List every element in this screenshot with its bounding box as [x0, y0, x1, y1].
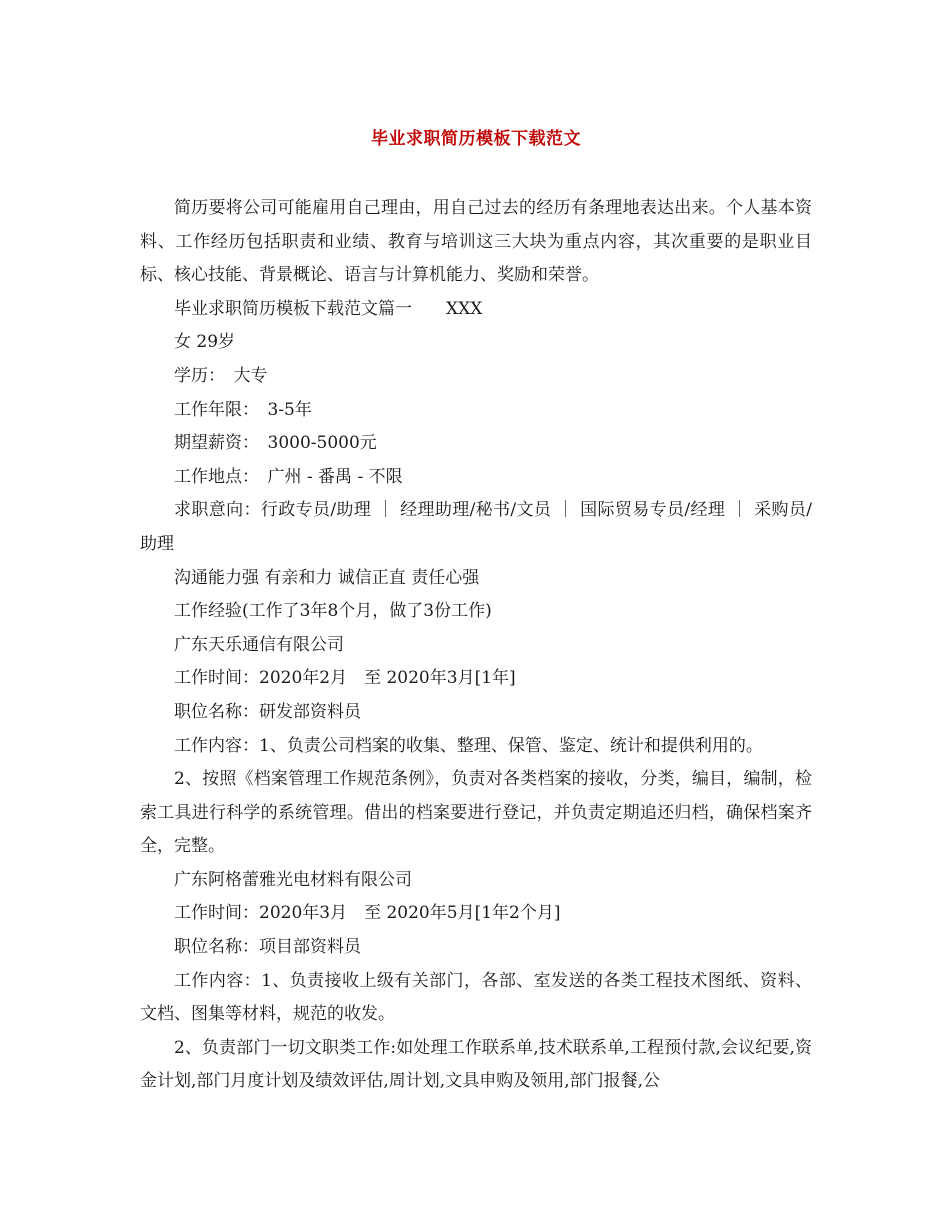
paragraph: 2、负责部门一切文职类工作:如处理工作联系单,技术联系单,工程预付款,会议纪要,资金计划,部门月度计划及绩效评估,周计划,文具申购及领用,部门报餐,公: [140, 1037, 812, 1092]
paragraph: 职位名称：研发部资料员: [174, 701, 361, 722]
paragraph: 广东阿格蕾雅光电材料有限公司: [174, 869, 412, 890]
document-body: [140, 192, 812, 1099]
paragraph: 工作地点： 广州 - 番禺 - 不限: [174, 466, 403, 487]
paragraph: 学历： 大专: [174, 365, 268, 386]
paragraph: 毕业求职简历模板下载范文篇一 XXX: [174, 298, 483, 319]
paragraph: 期望薪资： 3000-5000元: [174, 433, 377, 454]
paragraph: 工作时间：2020年3月 至 2020年5月[1年2个月]: [174, 903, 561, 924]
paragraph: 工作年限： 3-5年: [174, 399, 312, 420]
paragraph: 工作内容：1、负责公司档案的收集、整理、保管、鉴定、统计和提供利用的。: [174, 735, 763, 756]
paragraph: 职位名称：项目部资料员: [174, 937, 361, 958]
paragraph: 工作经验(工作了3年8个月，做了3份工作): [174, 601, 492, 622]
paragraph: 工作时间：2020年2月 至 2020年3月[1年]: [174, 668, 516, 689]
paragraph: 求职意向：行政专员/助理 ｜ 经理助理/秘书/文员 ｜ 国际贸易专员/经理 ｜ 采购员/助理: [140, 500, 812, 554]
paragraph: 工作内容：1、负责接收上级有关部门，各部、室发送的各类工程技术图纸、资料、文档、图集等材料，规范的收发。: [140, 970, 812, 1025]
paragraph: 广东天乐通信有限公司: [174, 634, 344, 655]
document-page: [140, 0, 812, 1230]
paragraph: 简历要将公司可能雇用自己理由，用自己过去的经历有条理地表达出来。个人基本资料、工作经历包括职责和业绩、教育与培训这三大块为重点内容，其次重要的是职业目标、核心技能、背景概论、语言与计算机能力、奖励和荣誉。: [140, 198, 812, 286]
paragraph: 沟通能力强 有亲和力 诚信正直 责任心强: [174, 567, 480, 588]
document-title: 毕业求职简历模板下载范文: [371, 129, 581, 149]
paragraph: 女 29岁: [174, 332, 236, 353]
paragraph: 2、按照《档案管理工作规范条例》，负责对各类档案的接收，分类，编目，编制，检索工具进行科学的系统管理。借出的档案要进行登记，并负责定期追还归档，确保档案齐全，完整。: [140, 769, 812, 857]
